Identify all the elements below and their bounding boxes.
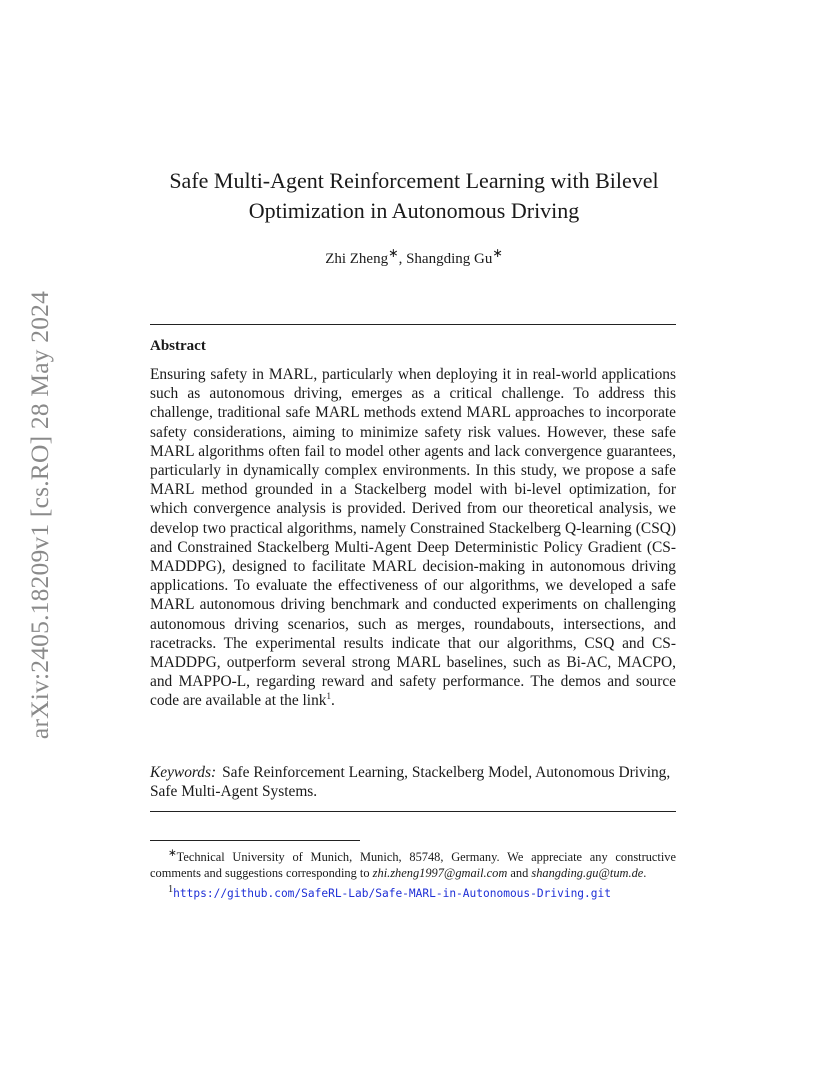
abstract-footnote-mark[interactable]: 1: [326, 691, 331, 702]
footnote-affiliation: [150, 846, 676, 881]
arxiv-side-stamp: [20, 270, 60, 760]
arxiv-identifier: arXiv:2405.18209v1 [cs.RO] 28 May 2024: [25, 290, 54, 740]
author-2-mark: ∗: [492, 246, 503, 260]
footnote-1-mark: ∗: [168, 848, 177, 859]
author-2: Shangding Gu: [406, 251, 493, 267]
repository-link[interactable]: https://github.com/SafeRL-Lab/Safe-MARL-in-Autonomous-Driving.git: [173, 887, 611, 901]
footnote-link: [150, 882, 676, 902]
abstract-end: .: [330, 692, 335, 710]
footnote-1-text: Technical University of Munich, Munich, 85748, Germany. We appreciate any constructive comments and suggestions corresponding to: [150, 850, 676, 881]
keywords-label: Keywords:: [150, 764, 217, 781]
keywords-text: Safe Reinforcement Learning, Stackelberg Model, Autonomous Driving, Safe Multi-Agent Systems.: [150, 764, 671, 801]
abstract-text: Ensuring safety in MARL, particularly when deploying it in real-world applications such as autonomous driving, emerges as a critical challenge. To address this challenge, traditional safe MARL methods extend MARL approaches to incorporate safety considerations, aiming to minimize safety risk values. However, these safe MARL algorithms often fail to model other agents and lack convergence guarantees, particularly in dynamically complex environments. In this study, we propose a safe MARL method grounded in a Stackelberg model with bi-level optimization, for which convergence analysis is provided. Derived from our theoretical analysis, we develop two practical algorithms, namely Constrained Stackelberg Q-learning (CSQ) and Constrained Stackelberg Multi-Agent Deep Deterministic Policy Gradient (CS-MADDPG), designed to facilitate MARL decision-making in autonomous driving applications. To evaluate the effectiveness of our algorithms, we developed a safe MARL autonomous driving benchmark and conducted experiments on challenging autonomous driving scenarios, such as merges, roundabouts, intersections, and racetracks. The experimental results indicate that our algorithms, CSQ and CS-MADDPG, outperform several strong MARL baselines, such as Bi-AC, MACPO, and MAPPO-L, regarding reward and safety performance. The demos and source code are available at the link: [150, 366, 676, 710]
author-separator: ,: [398, 251, 407, 267]
author-list: [120, 245, 708, 268]
paper-title: [120, 166, 708, 226]
author-1-mark: ∗: [388, 246, 399, 260]
keywords: [150, 763, 676, 801]
author-1: Zhi Zheng: [325, 251, 389, 267]
footnote-1-and: and: [507, 866, 532, 881]
abstract-top-rule: [150, 324, 676, 325]
title-line-2: Optimization in Autonomous Driving: [248, 198, 580, 223]
footnote-1-end: .: [643, 866, 647, 881]
footnotes: [150, 846, 676, 902]
abstract-body: [150, 365, 676, 711]
email-gu[interactable]: shangding.gu@tum.de: [531, 866, 644, 881]
abstract-heading: Abstract: [150, 338, 206, 354]
email-zheng[interactable]: zhi.zheng1997@gmail.com: [372, 866, 508, 881]
footnote-2-mark: 1: [168, 884, 174, 896]
abstract-bottom-rule: [150, 811, 676, 812]
title-line-1: Safe Multi-Agent Reinforcement Learning with Bilevel: [169, 168, 659, 193]
footnote-rule: [150, 840, 360, 841]
